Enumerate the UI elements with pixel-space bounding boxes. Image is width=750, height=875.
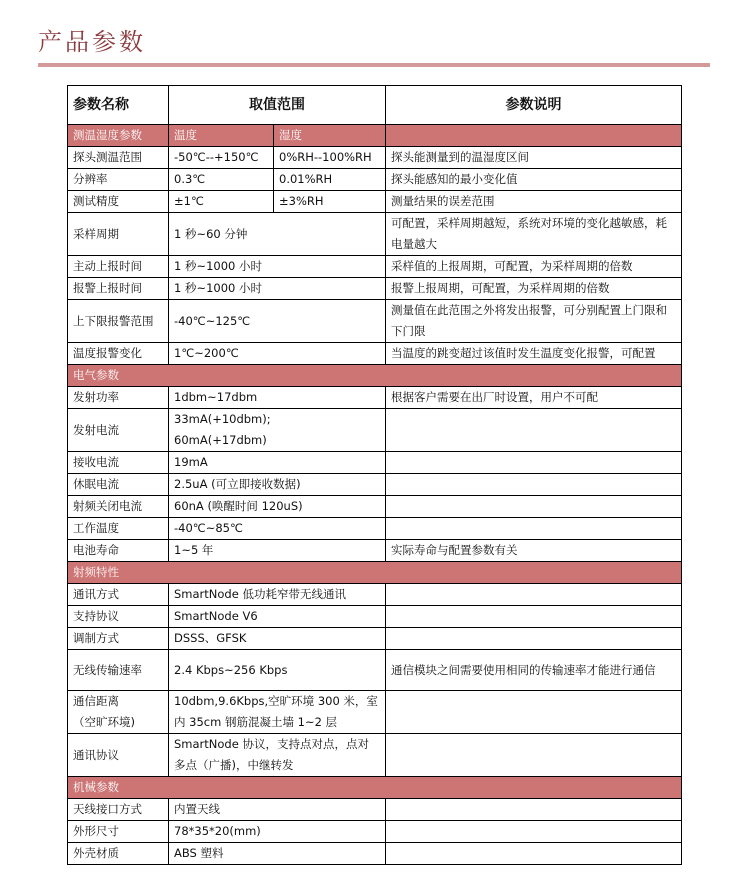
page-title: 产品参数 <box>38 28 146 56</box>
table-row <box>68 256 682 278</box>
value-cell-2: 0.01%RH <box>274 169 386 191</box>
value-cell: 1dbm~17dbm <box>169 387 386 409</box>
description-cell <box>386 518 682 540</box>
table-row <box>68 734 682 777</box>
value-cell: 1 秒~1000 小时 <box>169 278 386 300</box>
value-cell: 1~5 年 <box>169 540 386 562</box>
param-name-cell: 接收电流 <box>68 452 169 474</box>
param-name-cell: 通信距离 （空旷环境) <box>68 691 169 734</box>
header-description: 参数说明 <box>386 86 682 125</box>
value-cell: 19mA <box>169 452 386 474</box>
table-row <box>68 474 682 496</box>
table-row <box>68 409 682 452</box>
table-row <box>68 843 682 865</box>
value-cell: 33mA(+10dbm); 60mA(+17dbm) <box>169 409 386 452</box>
table-row <box>68 387 682 409</box>
title-underline <box>38 63 710 67</box>
table-row <box>68 169 682 191</box>
section-title: 机械参数 <box>68 777 682 799</box>
table-row <box>68 452 682 474</box>
table-header-row <box>68 86 682 125</box>
table-row <box>68 540 682 562</box>
description-cell <box>386 799 682 821</box>
value-cell: -50℃--+150℃ <box>169 147 274 169</box>
description-cell <box>386 691 682 734</box>
description-cell: 测量值在此范围之外将发出报警，可分别配置上门限和下门限 <box>386 300 682 343</box>
header-value-range: 取值范围 <box>169 86 386 125</box>
section-title: 测温湿度参数 <box>68 125 169 147</box>
table-row <box>68 650 682 691</box>
section-header-row <box>68 365 682 387</box>
description-cell <box>386 452 682 474</box>
param-name-cell: 上下限报警范围 <box>68 300 169 343</box>
value-cell: ABS 塑料 <box>169 843 386 865</box>
section-subheader: 温度 <box>169 125 274 147</box>
value-cell: 60nA (唤醒时间 120uS) <box>169 496 386 518</box>
param-name-cell: 分辨率 <box>68 169 169 191</box>
table-row <box>68 821 682 843</box>
value-cell: -40℃~125℃ <box>169 300 386 343</box>
param-name-cell: 天线接口方式 <box>68 799 169 821</box>
table-row <box>68 584 682 606</box>
description-cell <box>386 628 682 650</box>
table-row <box>68 691 682 734</box>
param-name-cell: 通讯协议 <box>68 734 169 777</box>
param-name-cell: 射频关闭电流 <box>68 496 169 518</box>
table-row <box>68 518 682 540</box>
value-cell: 1 秒~60 分钟 <box>169 213 386 256</box>
param-name-cell: 调制方式 <box>68 628 169 650</box>
table-row <box>68 213 682 256</box>
param-name-cell: 休眠电流 <box>68 474 169 496</box>
table-row <box>68 606 682 628</box>
param-name-cell: 发射电流 <box>68 409 169 452</box>
description-cell <box>386 496 682 518</box>
header-param-name: 参数名称 <box>68 86 169 125</box>
section-title: 电气参数 <box>68 365 682 387</box>
description-cell: 实际寿命与配置参数有关 <box>386 540 682 562</box>
value-cell: ±1℃ <box>169 191 274 213</box>
description-cell: 报警上报周期，可配置，为采样周期的倍数 <box>386 278 682 300</box>
description-cell: 通信模块之间需要使用相同的传输速率才能进行通信 <box>386 650 682 691</box>
param-name-cell: 通讯方式 <box>68 584 169 606</box>
description-cell: 探头能感知的最小变化值 <box>386 169 682 191</box>
description-cell <box>386 474 682 496</box>
section-header-row <box>68 777 682 799</box>
description-cell <box>386 821 682 843</box>
description-cell: 可配置，采样周期越短，系统对环境的变化越敏感，耗电量越大 <box>386 213 682 256</box>
value-cell: DSSS、GFSK <box>169 628 386 650</box>
value-cell-2: 0%RH--100%RH <box>274 147 386 169</box>
param-name-cell: 采样周期 <box>68 213 169 256</box>
section-subheader: 湿度 <box>274 125 386 147</box>
param-name-cell: 支持协议 <box>68 606 169 628</box>
value-cell-2: ±3%RH <box>274 191 386 213</box>
table-row <box>68 628 682 650</box>
value-cell: 1℃~200℃ <box>169 343 386 365</box>
section-header-row <box>68 562 682 584</box>
description-cell <box>386 584 682 606</box>
param-name-cell: 温度报警变化 <box>68 343 169 365</box>
param-name-cell: 工作温度 <box>68 518 169 540</box>
param-name-cell: 报警上报时间 <box>68 278 169 300</box>
table-row <box>68 147 682 169</box>
value-cell: 2.4 Kbps~256 Kbps <box>169 650 386 691</box>
param-name-cell: 外形尺寸 <box>68 821 169 843</box>
value-cell: 1 秒~1000 小时 <box>169 256 386 278</box>
value-cell: SmartNode 协议，支持点对点，点对多点（广播)，中继转发 <box>169 734 386 777</box>
description-cell <box>386 606 682 628</box>
table-row <box>68 300 682 343</box>
table-row <box>68 278 682 300</box>
param-name-cell: 发射功率 <box>68 387 169 409</box>
description-cell <box>386 843 682 865</box>
value-cell: -40℃~85℃ <box>169 518 386 540</box>
description-cell: 当温度的跳变超过该值时发生温度变化报警，可配置 <box>386 343 682 365</box>
table-row <box>68 496 682 518</box>
table-row <box>68 799 682 821</box>
section-header-row <box>68 125 682 147</box>
value-cell: 78*35*20(mm) <box>169 821 386 843</box>
param-name-cell: 测试精度 <box>68 191 169 213</box>
param-name-cell: 主动上报时间 <box>68 256 169 278</box>
description-cell: 测量结果的误差范围 <box>386 191 682 213</box>
description-cell <box>386 409 682 452</box>
value-cell: 2.5uA (可立即接收数据) <box>169 474 386 496</box>
value-cell: SmartNode 低功耗窄带无线通讯 <box>169 584 386 606</box>
param-name-cell: 电池寿命 <box>68 540 169 562</box>
param-name-cell: 无线传输速率 <box>68 650 169 691</box>
value-cell: 内置天线 <box>169 799 386 821</box>
description-cell <box>386 734 682 777</box>
table-row <box>68 191 682 213</box>
product-parameters-table <box>67 85 682 865</box>
table-row <box>68 343 682 365</box>
description-cell: 根据客户需要在出厂时设置，用户不可配 <box>386 387 682 409</box>
section-empty-cell <box>386 125 682 147</box>
section-title: 射频特性 <box>68 562 682 584</box>
value-cell: 0.3℃ <box>169 169 274 191</box>
param-name-cell: 探头测温范围 <box>68 147 169 169</box>
param-name-cell: 外壳材质 <box>68 843 169 865</box>
description-cell: 探头能测量到的温湿度区间 <box>386 147 682 169</box>
value-cell: SmartNode V6 <box>169 606 386 628</box>
value-cell: 10dbm,9.6Kbps,空旷环境 300 米，室内 35cm 钢筋混凝土墙 1~2 层 <box>169 691 386 734</box>
description-cell: 采样值的上报周期，可配置，为采样周期的倍数 <box>386 256 682 278</box>
